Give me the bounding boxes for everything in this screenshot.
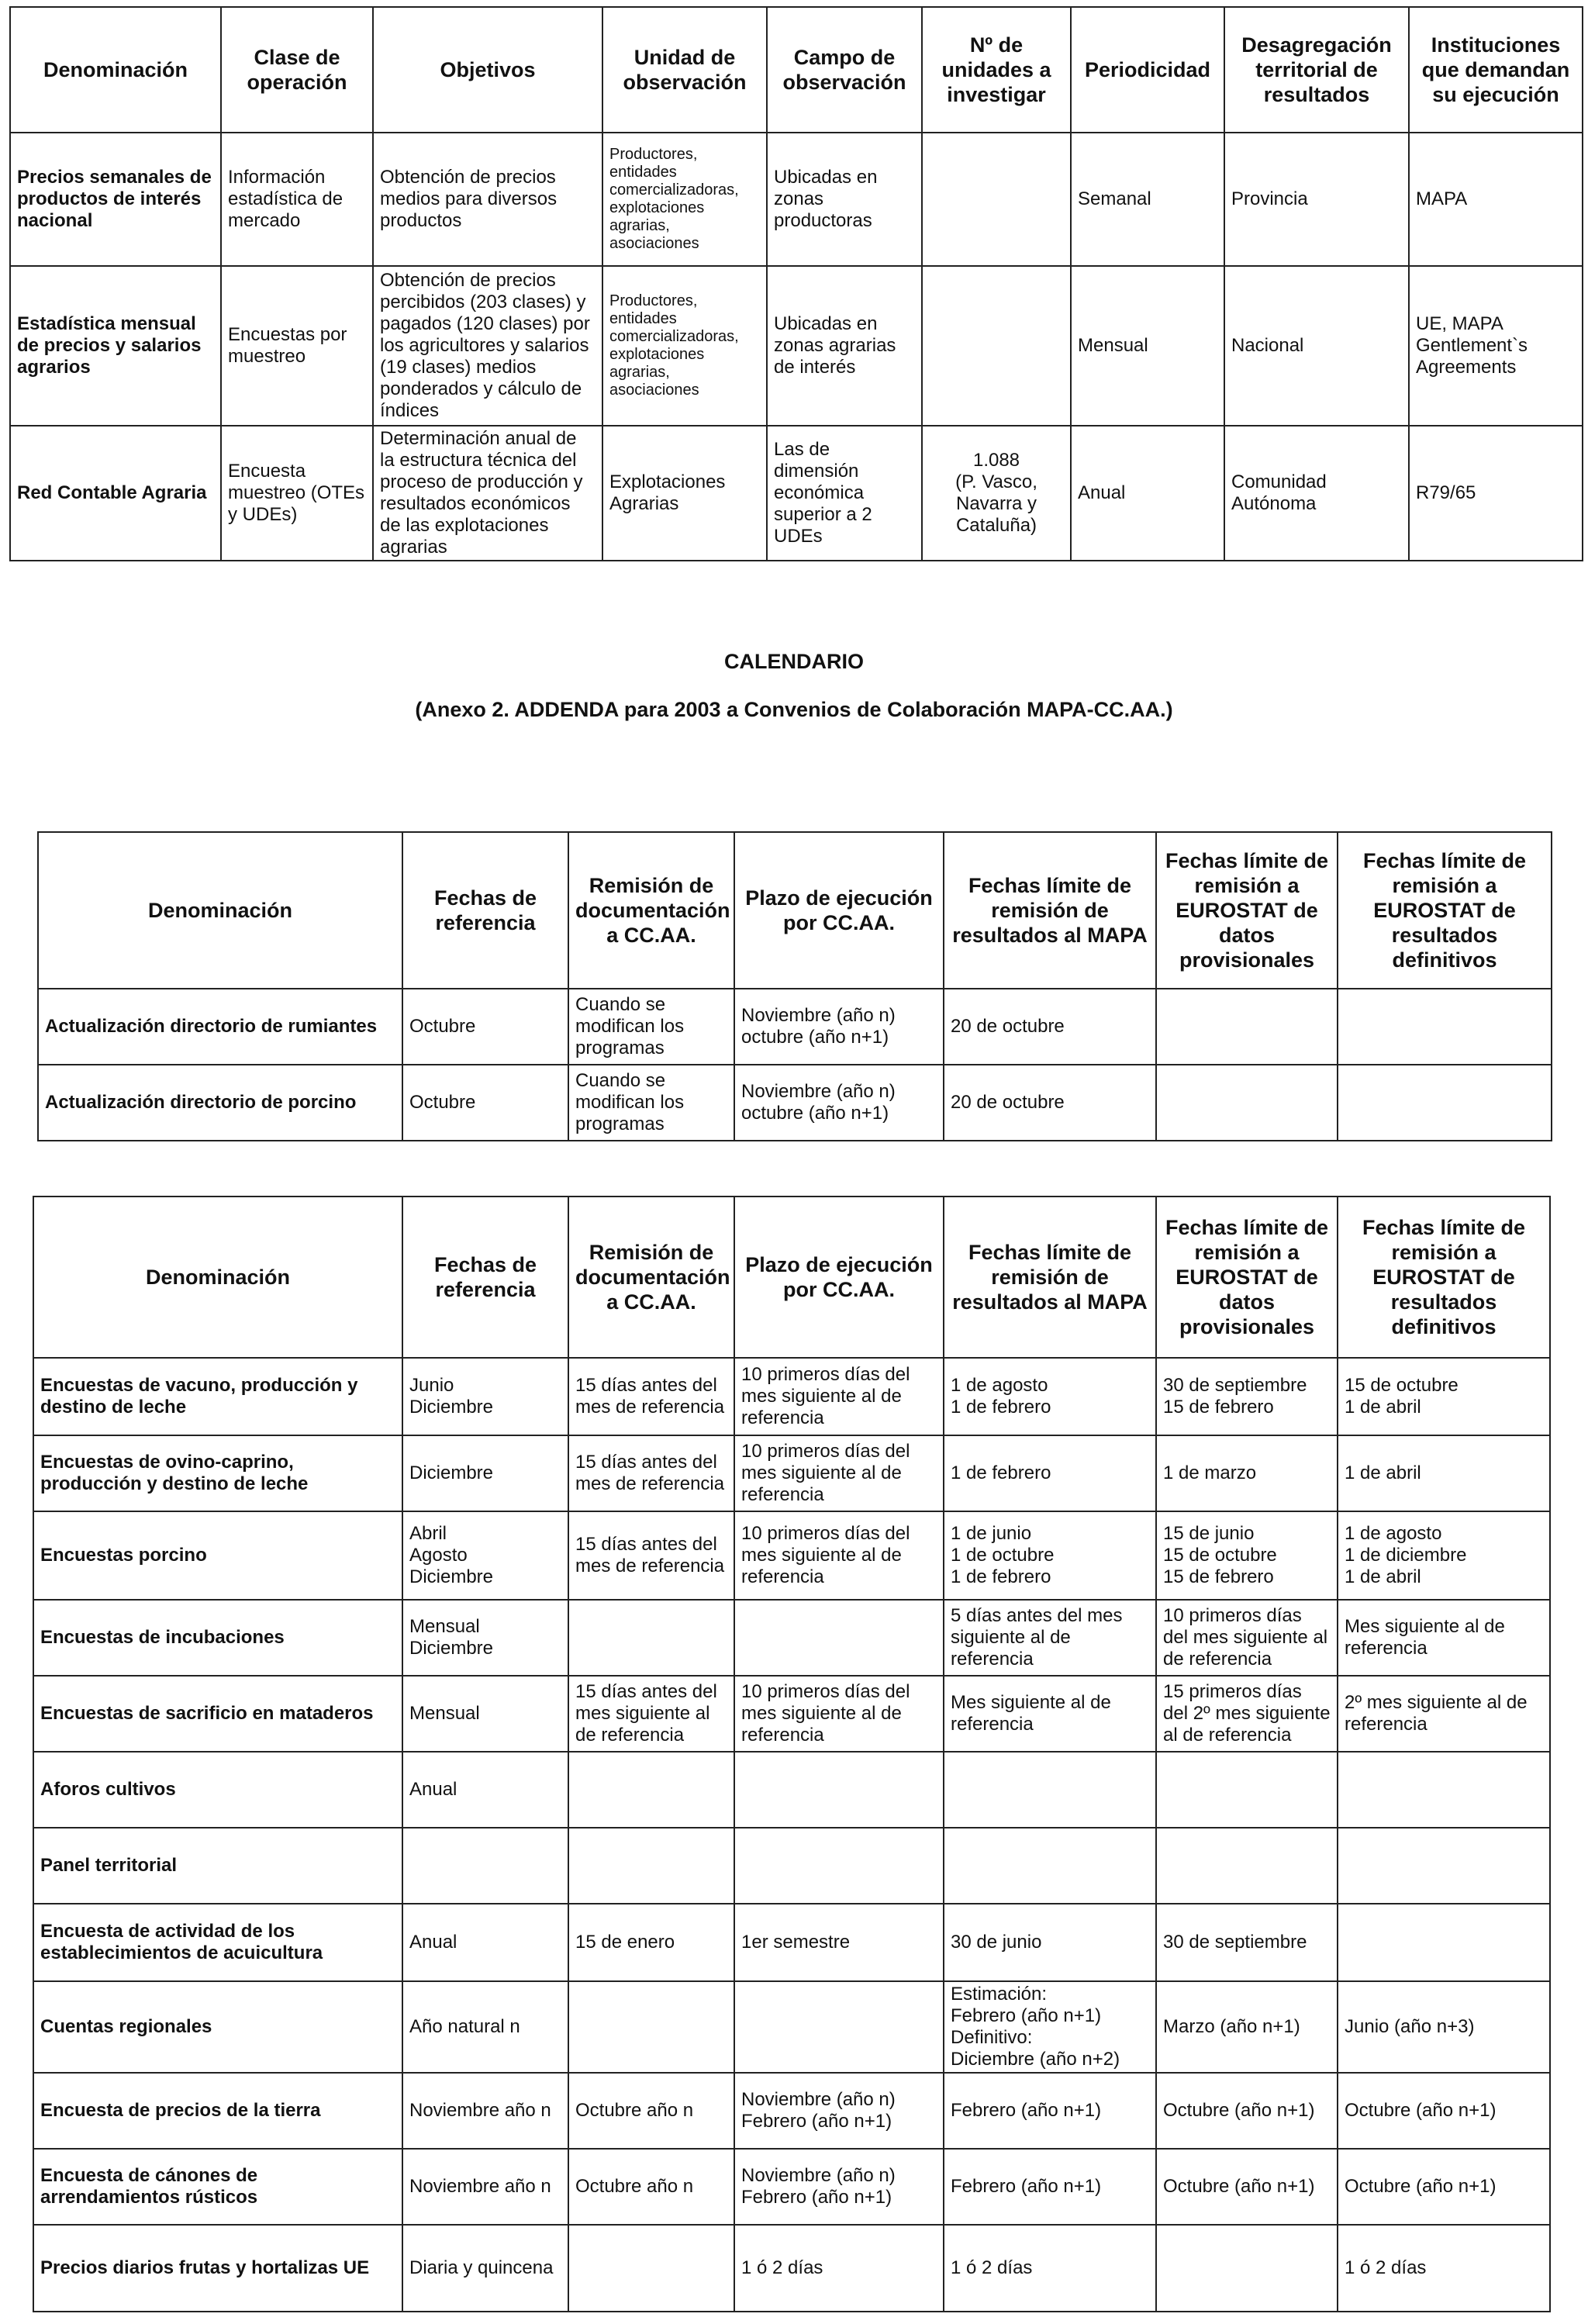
table-cell xyxy=(734,1600,944,1676)
table-cell xyxy=(1156,1752,1338,1828)
table-row xyxy=(33,1828,1550,1904)
table-cell: Anual xyxy=(402,1904,568,1981)
table-cell: 1.088 (P. Vasco, Navarra y Cataluña) xyxy=(922,426,1071,561)
table-row xyxy=(33,1435,1550,1511)
t1-header-periodicidad: Periodicidad xyxy=(1071,7,1224,133)
table3-body xyxy=(33,1358,1550,2312)
table-cell xyxy=(568,1981,734,2073)
table-cell: MAPA xyxy=(1409,133,1583,266)
row-label: Red Contable Agraria xyxy=(10,426,221,561)
t2-header-fechas-referencia: Fechas de referencia xyxy=(402,832,568,989)
table-cell xyxy=(944,1828,1156,1904)
table-row xyxy=(38,1065,1552,1141)
table-cell xyxy=(1338,1828,1550,1904)
table-cell: Encuestas por muestreo xyxy=(221,266,373,426)
table-cell: Anual xyxy=(402,1752,568,1828)
table-cell: Ubicadas en zonas agrarias de interés xyxy=(767,266,922,426)
table-cell: Cuando se modifican los programas xyxy=(568,989,734,1065)
t2-header-plazo: Plazo de ejecución por CC.AA. xyxy=(734,832,944,989)
table3-header-row xyxy=(33,1197,1550,1358)
table-cell: 1 de agosto 1 de diciembre 1 de abril xyxy=(1338,1511,1550,1600)
table-row xyxy=(33,2149,1550,2225)
table-cell: Octubre (año n+1) xyxy=(1156,2073,1338,2149)
t1-header-unidad: Unidad de observación xyxy=(602,7,767,133)
table-cell: Mensual Diciembre xyxy=(402,1600,568,1676)
table-cell: 15 de junio 15 de octubre 15 de febrero xyxy=(1156,1511,1338,1600)
table-cell: 1er semestre xyxy=(734,1904,944,1981)
table-cell xyxy=(734,1981,944,2073)
table-cell: 5 días antes del mes siguiente al de referencia xyxy=(944,1600,1156,1676)
table-row xyxy=(10,426,1583,561)
t1-header-desagregacion: Desagregación territorial de resultados xyxy=(1224,7,1409,133)
table-cell: Noviembre año n xyxy=(402,2073,568,2149)
row-label: Estadística mensual de precios y salarios agrarios xyxy=(10,266,221,426)
table-row xyxy=(38,989,1552,1065)
table-cell xyxy=(568,1752,734,1828)
table-cell: 2º mes siguiente al de referencia xyxy=(1338,1676,1550,1752)
t3-header-fechas-referencia: Fechas de referencia xyxy=(402,1197,568,1358)
table-cell: Junio Diciembre xyxy=(402,1358,568,1435)
table-cell: Provincia xyxy=(1224,133,1409,266)
t3-header-eurostat-definitivos: Fechas límite de remisión a EUROSTAT de resultados definitivos xyxy=(1338,1197,1550,1358)
table-cell: R79/65 xyxy=(1409,426,1583,561)
t3-header-limite-mapa: Fechas límite de remisión de resultados al MAPA xyxy=(944,1197,1156,1358)
table-cell: Productores, entidades comercializadoras, explotaciones agrarias, asociaciones xyxy=(602,133,767,266)
t3-header-plazo: Plazo de ejecución por CC.AA. xyxy=(734,1197,944,1358)
table-cell: Mes siguiente al de referencia xyxy=(944,1676,1156,1752)
t1-header-unidades: Nº de unidades a investigar xyxy=(922,7,1071,133)
table2-header-row xyxy=(38,832,1552,989)
table-cell: 20 de octubre xyxy=(944,989,1156,1065)
row-label: Encuestas de incubaciones xyxy=(33,1600,402,1676)
table-cell: 1 ó 2 días xyxy=(734,2225,944,2312)
table-cell: 15 primeros días del 2º mes siguiente al de referencia xyxy=(1156,1676,1338,1752)
table-cell: Cuando se modifican los programas xyxy=(568,1065,734,1141)
table-cell: UE, MAPA Gentlement`s Agreements xyxy=(1409,266,1583,426)
table-cell xyxy=(402,1828,568,1904)
table-cell: Información estadística de mercado xyxy=(221,133,373,266)
table-cell xyxy=(568,2225,734,2312)
table-row xyxy=(33,1511,1550,1600)
table-cell xyxy=(1338,1065,1552,1141)
table-row xyxy=(33,1981,1550,2073)
table-row xyxy=(10,266,1583,426)
row-label: Encuesta de precios de la tierra xyxy=(33,2073,402,2149)
directory-calendar-table xyxy=(37,831,1552,1141)
table-cell: Octubre (año n+1) xyxy=(1338,2073,1550,2149)
table-cell: 1 de abril xyxy=(1338,1435,1550,1511)
table-cell: Diaria y quincena xyxy=(402,2225,568,2312)
row-label: Precios diarios frutas y hortalizas UE xyxy=(33,2225,402,2312)
table-cell: Anual xyxy=(1071,426,1224,561)
table-cell xyxy=(922,133,1071,266)
table-row xyxy=(10,133,1583,266)
table-cell: Junio (año n+3) xyxy=(1338,1981,1550,2073)
table-cell: Noviembre año n xyxy=(402,2149,568,2225)
table-cell: Productores, entidades comercializadoras, explotaciones agrarias, asociaciones xyxy=(602,266,767,426)
table-cell: 15 de enero xyxy=(568,1904,734,1981)
t3-header-denominacion: Denominación xyxy=(33,1197,402,1358)
table-cell: Obtención de precios percibidos (203 clases) y pagados (120 clases) por los agricultores y salarios (19 clases) medios ponderados y cálculo de índices xyxy=(373,266,602,426)
table-cell: Febrero (año n+1) xyxy=(944,2149,1156,2225)
t1-header-clase: Clase de operación xyxy=(221,7,373,133)
t2-header-eurostat-definitivos: Fechas límite de remisión a EUROSTAT de resultados definitivos xyxy=(1338,832,1552,989)
table-cell xyxy=(1156,989,1338,1065)
table-cell: Febrero (año n+1) xyxy=(944,2073,1156,2149)
table-cell: Explotaciones Agrarias xyxy=(602,426,767,561)
table-cell xyxy=(922,266,1071,426)
table-cell xyxy=(734,1752,944,1828)
table-cell: Octubre (año n+1) xyxy=(1156,2149,1338,2225)
table-cell: 1 ó 2 días xyxy=(1338,2225,1550,2312)
row-label: Cuentas regionales xyxy=(33,1981,402,2073)
t1-header-objetivos: Objetivos xyxy=(373,7,602,133)
table-cell: 10 primeros días del mes siguiente al de referencia xyxy=(734,1511,944,1600)
table-cell: 1 de junio 1 de octubre 1 de febrero xyxy=(944,1511,1156,1600)
table-cell: 1 de agosto 1 de febrero xyxy=(944,1358,1156,1435)
table-cell: Octubre xyxy=(402,989,568,1065)
table-cell xyxy=(1156,2225,1338,2312)
row-label: Encuestas porcino xyxy=(33,1511,402,1600)
table-cell: Octubre xyxy=(402,1065,568,1141)
table-cell: Marzo (año n+1) xyxy=(1156,1981,1338,2073)
t2-header-denominacion: Denominación xyxy=(38,832,402,989)
table-row xyxy=(33,1904,1550,1981)
calendario-subtitle: (Anexo 2. ADDENDA para 2003 a Convenios de Colaboración MAPA-CC.AA.) xyxy=(415,698,1173,721)
table-cell: Determinación anual de la estructura técnica del proceso de producción y resultados económicos de las explotaciones agrarias xyxy=(373,426,602,561)
t3-header-eurostat-provisionales: Fechas límite de remisión a EUROSTAT de datos provisionales xyxy=(1156,1197,1338,1358)
table-cell: Semanal xyxy=(1071,133,1224,266)
table-cell: Nacional xyxy=(1224,266,1409,426)
table-cell xyxy=(1338,989,1552,1065)
table-cell: Comunidad Autónoma xyxy=(1224,426,1409,561)
table-cell xyxy=(1338,1752,1550,1828)
table-row xyxy=(33,2225,1550,2312)
table-cell: 10 primeros días del mes siguiente al de referencia xyxy=(734,1676,944,1752)
row-label: Actualización directorio de porcino xyxy=(38,1065,402,1141)
table1-header-row xyxy=(10,7,1583,133)
table-cell: 1 de febrero xyxy=(944,1435,1156,1511)
row-label: Encuestas de vacuno, producción y destino de leche xyxy=(33,1358,402,1435)
table-cell: Ubicadas en zonas productoras xyxy=(767,133,922,266)
row-label: Actualización directorio de rumiantes xyxy=(38,989,402,1065)
table-cell: Octubre (año n+1) xyxy=(1338,2149,1550,2225)
table-cell: 15 de octubre 1 de abril xyxy=(1338,1358,1550,1435)
row-label: Aforos cultivos xyxy=(33,1752,402,1828)
statistics-operations-table xyxy=(9,6,1583,561)
table-row xyxy=(33,1600,1550,1676)
table-cell: Noviembre (año n) Febrero (año n+1) xyxy=(734,2149,944,2225)
table-cell: 30 de septiembre xyxy=(1156,1904,1338,1981)
table-cell xyxy=(1156,1828,1338,1904)
row-label: Encuesta de cánones de arrendamientos rústicos xyxy=(33,2149,402,2225)
t1-header-instituciones: Instituciones que demandan su ejecución xyxy=(1409,7,1583,133)
table-cell: Estimación: Febrero (año n+1) Definitivo: Diciembre (año n+2) xyxy=(944,1981,1156,2073)
table-cell: 15 días antes del mes siguiente al de referencia xyxy=(568,1676,734,1752)
t1-header-denominacion: Denominación xyxy=(10,7,221,133)
t1-header-campo: Campo de observación xyxy=(767,7,922,133)
table-row xyxy=(33,1676,1550,1752)
table-cell: Mensual xyxy=(402,1676,568,1752)
row-label: Encuesta de actividad de los establecimientos de acuicultura xyxy=(33,1904,402,1981)
table-cell: Las de dimensión económica superior a 2 UDEs xyxy=(767,426,922,561)
row-label: Precios semanales de productos de interés nacional xyxy=(10,133,221,266)
table-cell: 10 primeros días del mes siguiente al de referencia xyxy=(734,1358,944,1435)
table-cell: Obtención de precios medios para diversos productos xyxy=(373,133,602,266)
table-cell: Encuesta muestreo (OTEs y UDEs) xyxy=(221,426,373,561)
t3-header-remision: Remisión de documentación a CC.AA. xyxy=(568,1197,734,1358)
table-cell: Noviembre (año n) octubre (año n+1) xyxy=(734,1065,944,1141)
row-label: Encuestas de sacrificio en mataderos xyxy=(33,1676,402,1752)
row-label: Encuestas de ovino-caprino, producción y destino de leche xyxy=(33,1435,402,1511)
table-cell: Mensual xyxy=(1071,266,1224,426)
t2-header-remision: Remisión de documentación a CC.AA. xyxy=(568,832,734,989)
table-cell: 30 de junio xyxy=(944,1904,1156,1981)
table-cell: 15 días antes del mes de referencia xyxy=(568,1358,734,1435)
table-cell: 10 primeros días del mes siguiente al de referencia xyxy=(734,1435,944,1511)
table-cell: 1 de marzo xyxy=(1156,1435,1338,1511)
table-row xyxy=(33,1752,1550,1828)
table-row xyxy=(33,1358,1550,1435)
table-row xyxy=(33,2073,1550,2149)
table-cell: Noviembre (año n) octubre (año n+1) xyxy=(734,989,944,1065)
t2-header-limite-mapa: Fechas límite de remisión de resultados al MAPA xyxy=(944,832,1156,989)
table-cell: 30 de septiembre 15 de febrero xyxy=(1156,1358,1338,1435)
table-cell xyxy=(568,1828,734,1904)
calendario-title: CALENDARIO xyxy=(724,650,864,673)
table-cell xyxy=(944,1752,1156,1828)
table-cell xyxy=(568,1600,734,1676)
table-cell: Año natural n xyxy=(402,1981,568,2073)
table-cell: Abril Agosto Diciembre xyxy=(402,1511,568,1600)
table-cell xyxy=(1338,1904,1550,1981)
t2-header-eurostat-provisionales: Fechas límite de remisión a EUROSTAT de datos provisionales xyxy=(1156,832,1338,989)
surveys-calendar-table xyxy=(33,1196,1551,2312)
table-cell: Noviembre (año n) Febrero (año n+1) xyxy=(734,2073,944,2149)
table-cell xyxy=(1156,1065,1338,1141)
table-cell: Octubre año n xyxy=(568,2073,734,2149)
table-cell: Octubre año n xyxy=(568,2149,734,2225)
table-cell: 1 ó 2 días xyxy=(944,2225,1156,2312)
table-cell xyxy=(734,1828,944,1904)
table-cell: Mes siguiente al de referencia xyxy=(1338,1600,1550,1676)
table-cell: Diciembre xyxy=(402,1435,568,1511)
table-cell: 15 días antes del mes de referencia xyxy=(568,1511,734,1600)
table-cell: 10 primeros días del mes siguiente al de referencia xyxy=(1156,1600,1338,1676)
table-cell: 15 días antes del mes de referencia xyxy=(568,1435,734,1511)
row-label: Panel territorial xyxy=(33,1828,402,1904)
table-cell: 20 de octubre xyxy=(944,1065,1156,1141)
